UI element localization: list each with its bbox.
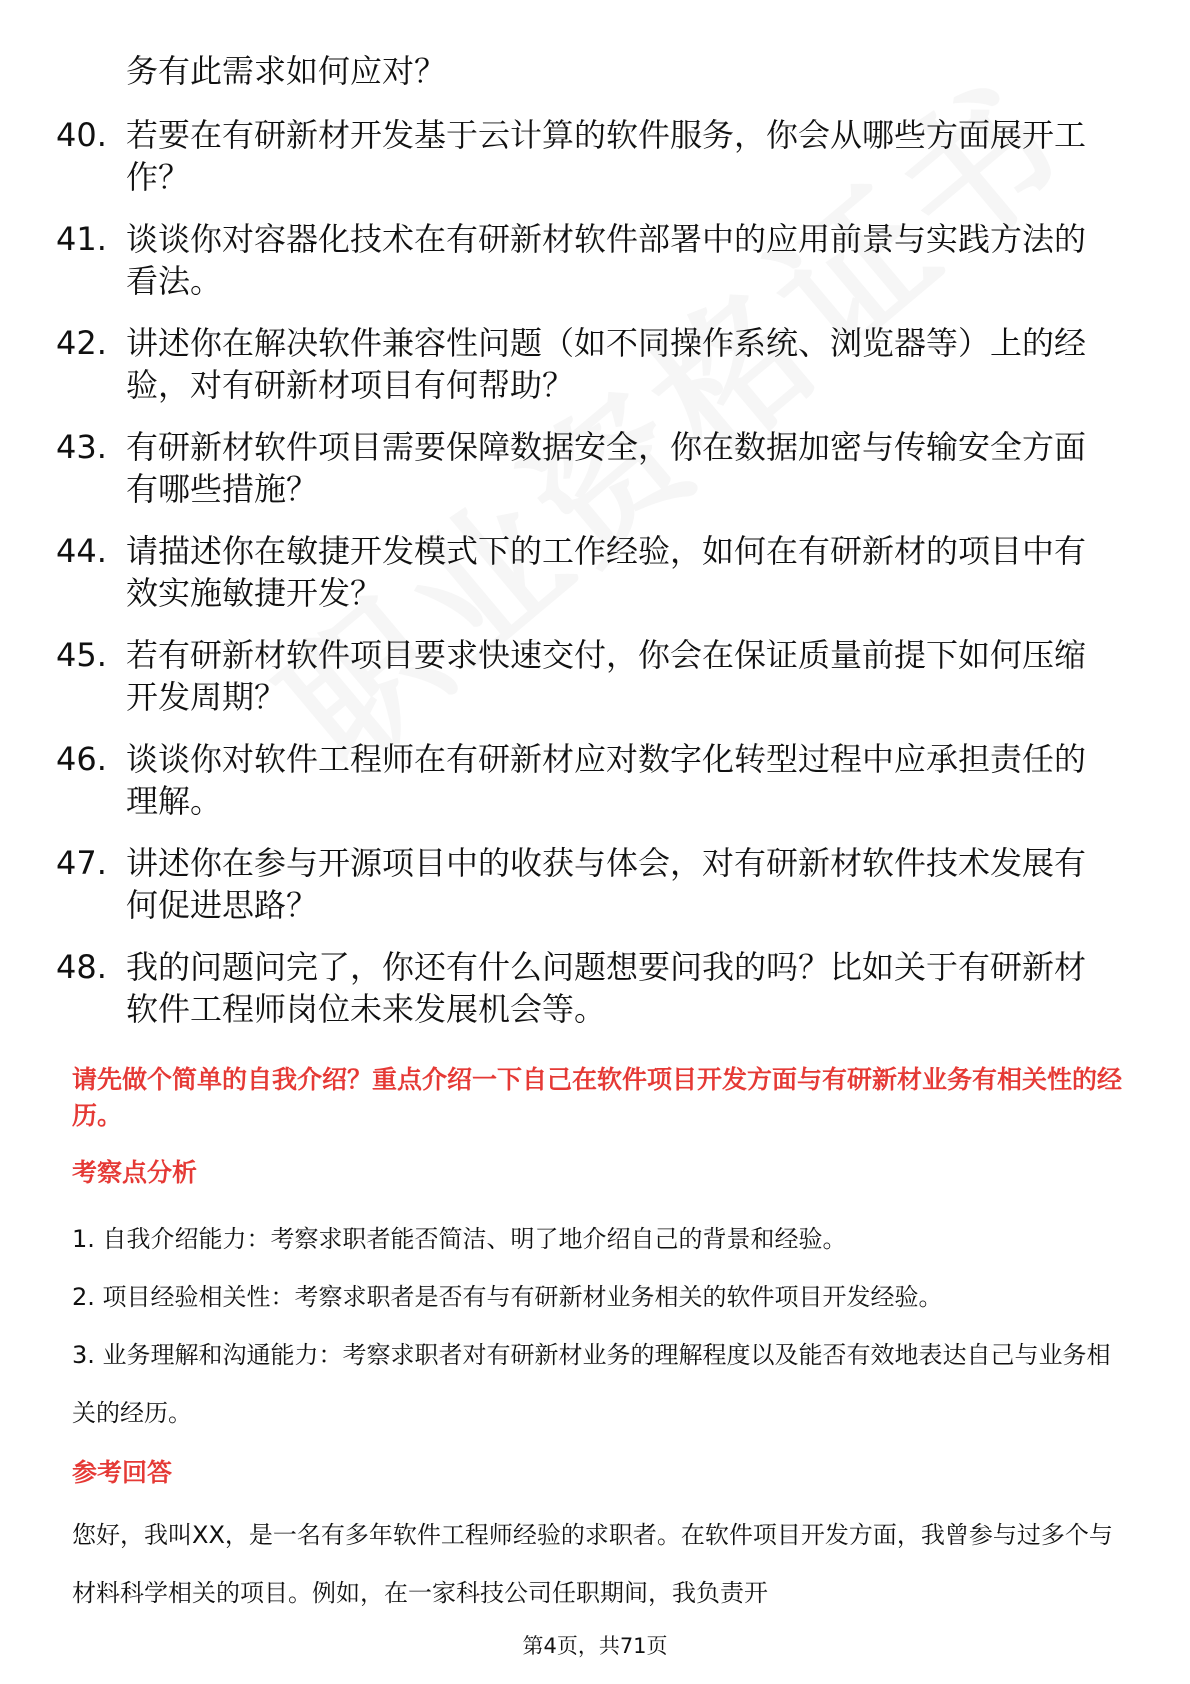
section-question-heading: 请先做个简单的自我介绍？重点介绍一下自己在软件项目开发方面与有研新材业务有相关性的经历。 [72, 1065, 1123, 1130]
question-item [56, 218, 1116, 302]
question-number: 46. [56, 740, 107, 778]
question-item [56, 738, 1116, 822]
analysis-item: 2. 项目经验相关性：考察求职者是否有与有研新材业务相关的软件项目开发经验。 [72, 1283, 943, 1311]
question-number: 41. [56, 220, 107, 258]
question-number: 43. [56, 428, 107, 466]
question-number: 45. [56, 636, 107, 674]
question-item [56, 322, 1116, 406]
analysis-item: 1. 自我介绍能力：考察求职者能否简洁、明了地介绍自己的背景和经验。 [72, 1225, 847, 1253]
question-item [56, 946, 1116, 1030]
question-number: 42. [56, 324, 107, 362]
question-text: 若有研新材软件项目要求快速交付，你会在保证质量前提下如何压缩开发周期？ [126, 636, 1087, 716]
page-footer: 第4页，共71页 [522, 1634, 668, 1658]
question-continuation: 务有此需求如何应对？ [126, 52, 447, 90]
question-item [56, 530, 1116, 614]
answer-text: 您好，我叫XX，是一名有多年软件工程师经验的求职者。在软件项目开发方面，我曾参与过多个与材料科学相关的项目。例如，在一家科技公司任职期间，我负责开 [72, 1521, 1113, 1607]
question-text: 讲述你在解决软件兼容性问题（如不同操作系统、浏览器等）上的经验，对有研新材项目有何帮助？ [126, 324, 1087, 404]
question-text: 我的问题问完了，你还有什么问题想要问我的吗？比如关于有研新材软件工程师岗位未来发展机会等。 [126, 948, 1087, 1028]
question-item [56, 426, 1116, 510]
question-text: 谈谈你对容器化技术在有研新材软件部署中的应用前景与实践方法的看法。 [126, 220, 1087, 300]
question-item [56, 842, 1116, 926]
analysis-list [72, 1210, 1122, 1442]
question-text: 讲述你在参与开源项目中的收获与体会，对有研新材软件技术发展有何促进思路？ [126, 844, 1087, 924]
question-text: 请描述你在敏捷开发模式下的工作经验，如何在有研新材的项目中有效实施敏捷开发？ [126, 532, 1087, 612]
analysis-heading: 考察点分析 [72, 1158, 198, 1187]
question-number: 40. [56, 116, 107, 154]
question-list [56, 114, 1116, 1050]
question-text: 有研新材软件项目需要保障数据安全，你在数据加密与传输安全方面有哪些措施？ [126, 428, 1087, 508]
question-item [56, 114, 1116, 198]
question-text: 谈谈你对软件工程师在有研新材应对数字化转型过程中应承担责任的理解。 [126, 740, 1087, 820]
question-number: 47. [56, 844, 107, 882]
question-text: 若要在有研新材开发基于云计算的软件服务，你会从哪些方面展开工作？ [126, 116, 1087, 196]
analysis-item: 3. 业务理解和沟通能力：考察求职者对有研新材业务的理解程度以及能否有效地表达自己与业务相关的经历。 [72, 1341, 1111, 1427]
question-number: 44. [56, 532, 107, 570]
question-item [56, 634, 1116, 718]
question-number: 48. [56, 948, 107, 986]
answer-heading: 参考回答 [72, 1458, 173, 1487]
